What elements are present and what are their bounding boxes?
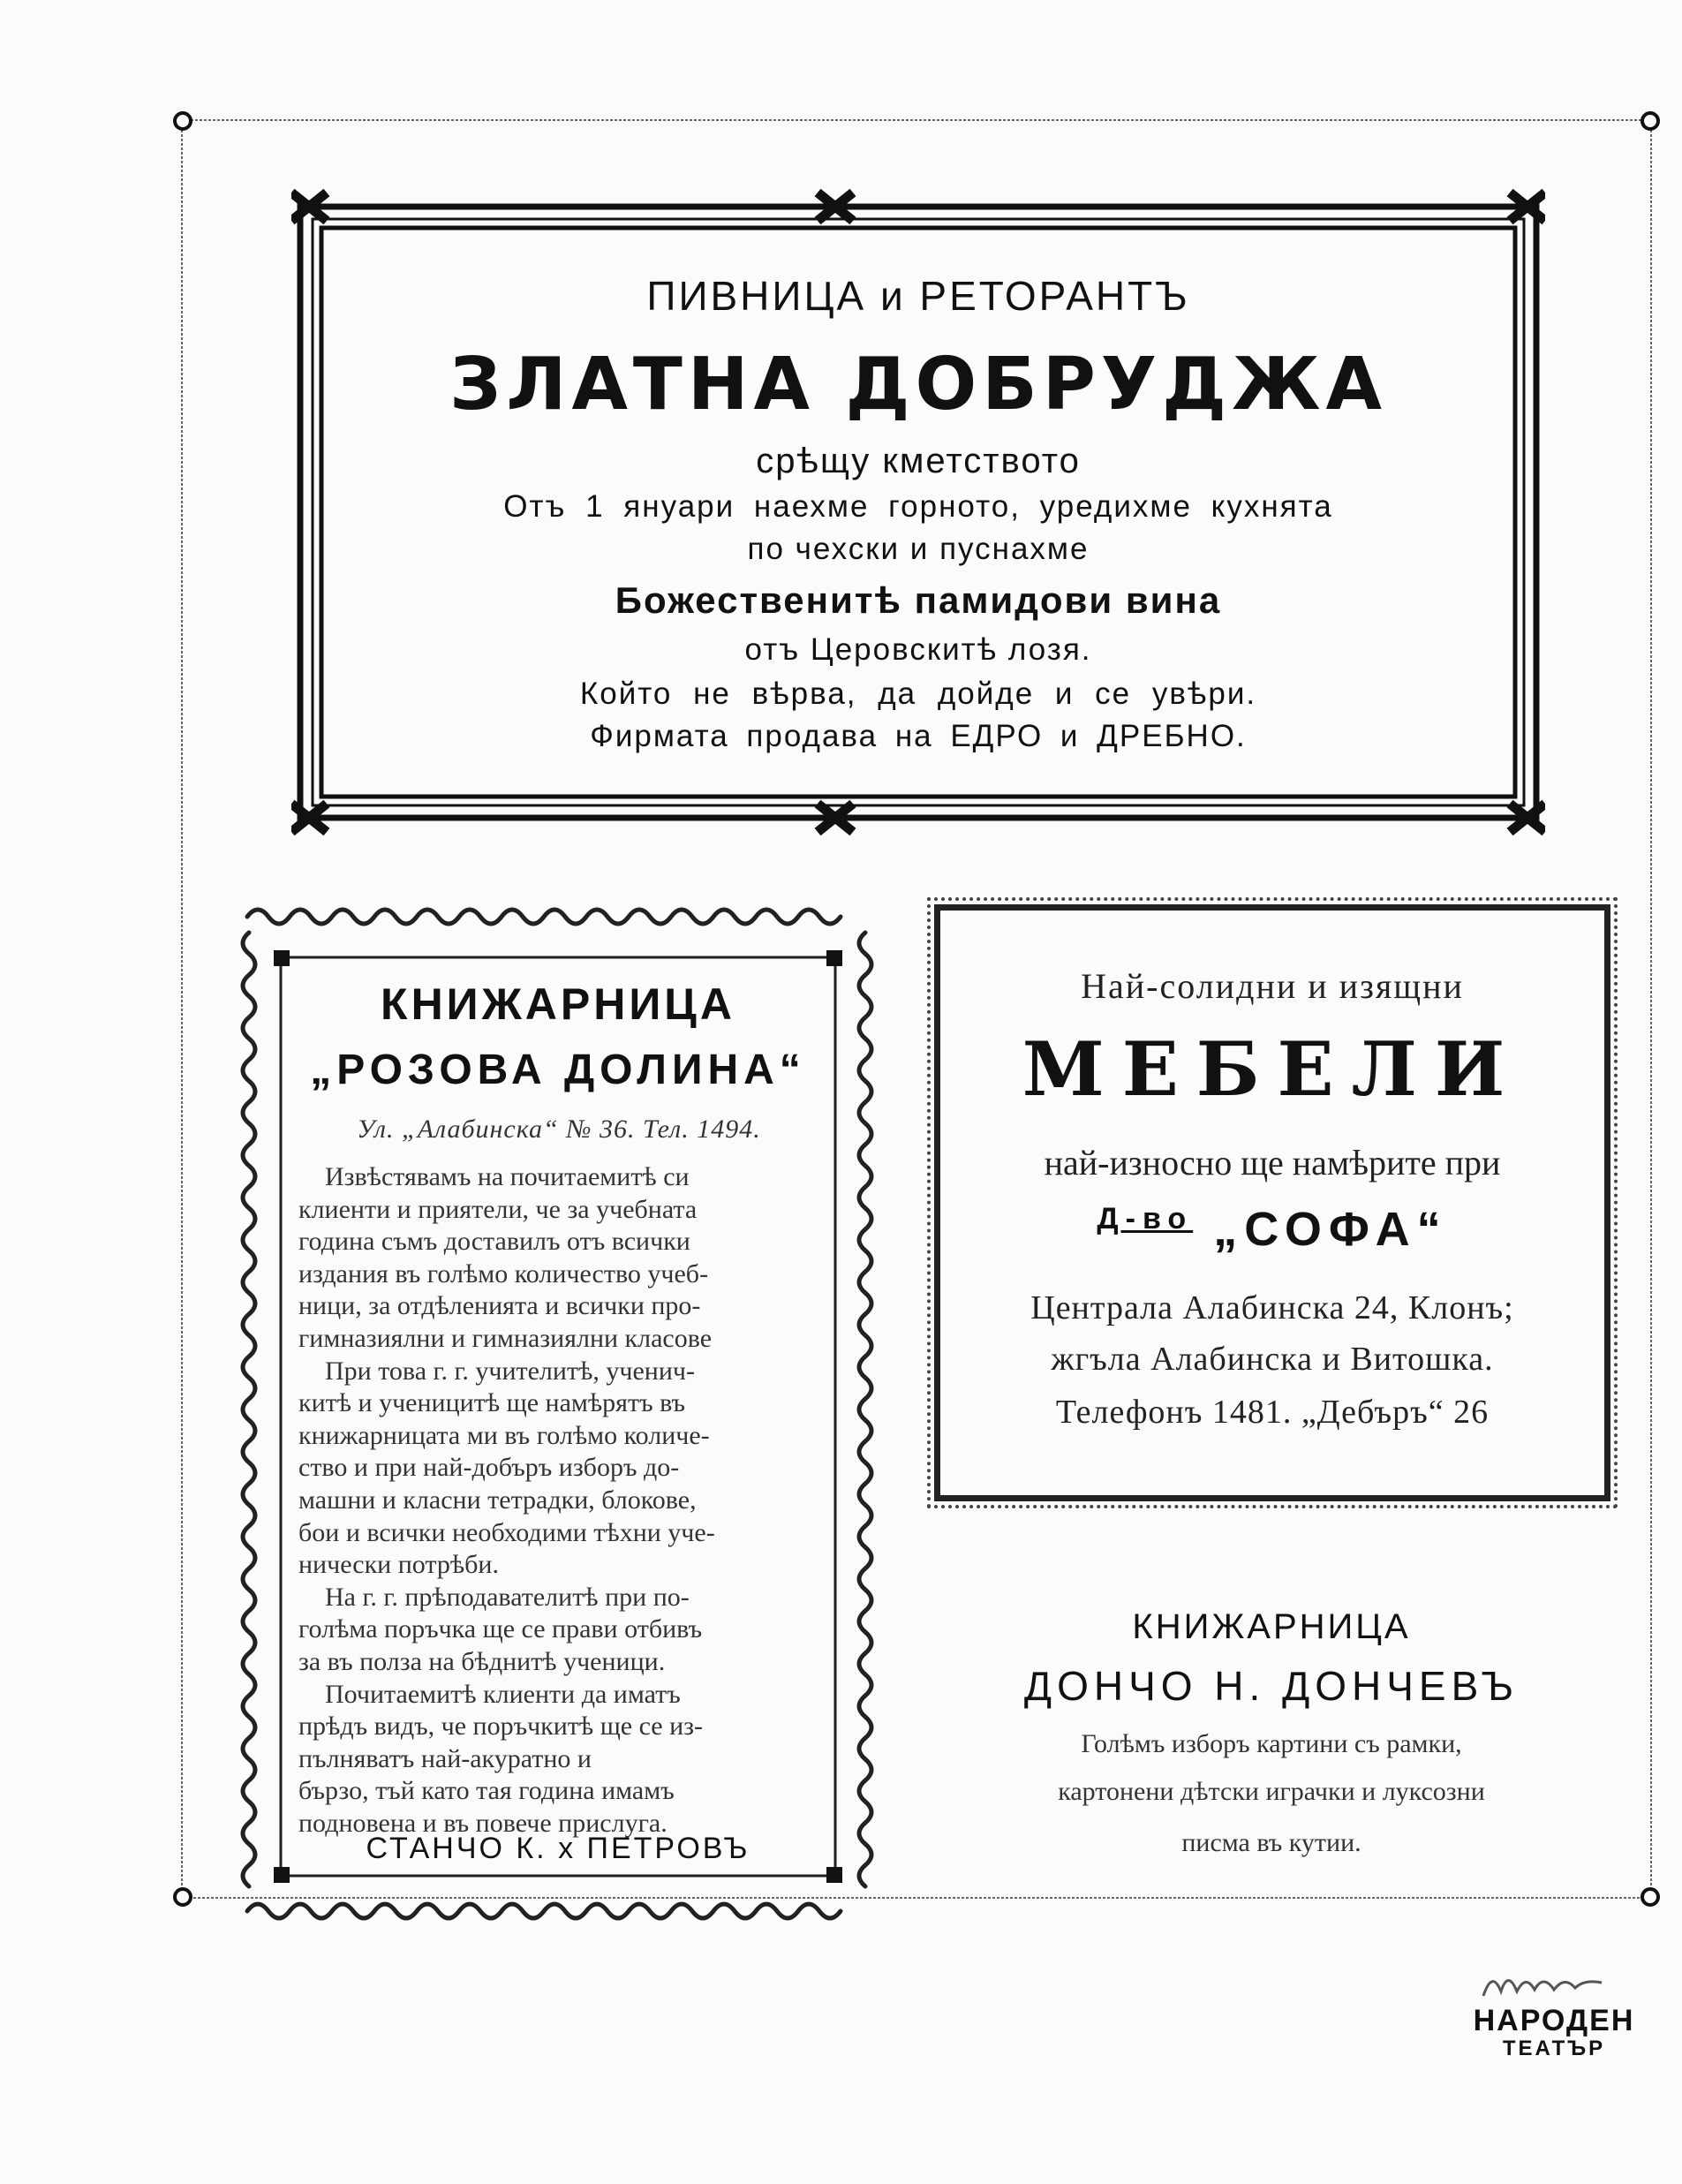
ad1-title: ЗЛАТНА ДОБРУДЖА [449, 343, 1387, 427]
ad3-firm [940, 1202, 1604, 1257]
ad2-body-line: за въ полза на бѣднитѣ ученици. [298, 1647, 666, 1676]
ad3-heading: Най-солидни и изящни [1081, 966, 1464, 1006]
ad2-body-line: нически потрѣби. [298, 1550, 499, 1580]
ad2-body-line: подновена и въ повече прислуга. [298, 1809, 668, 1838]
ad2-body-line: китѣ и ученицитѣ ще намѣрятъ въ [298, 1388, 686, 1418]
ad2-body-line: Почитаемитѣ клиенти да иматъ [325, 1679, 681, 1709]
logo-line1: НАРОДЕН [1473, 2004, 1635, 2037]
ad2-subtitle: „РОЗОВА ДОЛИНА“ [310, 1047, 806, 1093]
ad2-body-line: машни и класни тетрадки, блокове, [298, 1485, 697, 1515]
ad1-line: Фирмата продава на ЕДРО и ДРЕБНО. [590, 719, 1247, 753]
ad3-line: жгъла Алабинска и Витошка. [1051, 1341, 1494, 1378]
national-theatre-logo [1466, 1969, 1642, 2067]
ad3-line: най-износно ще намѣрите при [1044, 1143, 1501, 1183]
ad4-name: ДОНЧО Н. ДОНЧЕВЪ [1023, 1663, 1520, 1709]
ad1-line: срѣщу кметството [756, 442, 1081, 480]
frame-ring-icon [173, 111, 192, 131]
ad2-body-line: издания въ голѣмо количество учеб- [298, 1258, 709, 1288]
signature-scribble-icon [1466, 1969, 1642, 2005]
ad1-line: отъ Церовскитѣ лозя. [744, 632, 1092, 667]
ad2-body-line: пълняватъ най-акуратно и [298, 1743, 592, 1773]
ad2-address: Ул. „Алабинска“ № 36. Тел. 1494. [357, 1115, 761, 1144]
ad2-body-line: голѣма поръчка ще се прави отбивъ [298, 1614, 703, 1644]
corner-square-icon [274, 950, 290, 966]
logo-line2: ТЕАТЪР [1502, 2037, 1606, 2060]
ad2-body-line: бързо, тъй като тая година имамъ [298, 1776, 675, 1806]
corner-square-icon [274, 1867, 290, 1883]
ad2-body-line: гимназиялни и гимназиялни класове [298, 1324, 713, 1353]
ad2-body-line: ници, за отдѣленията и всички про- [298, 1291, 701, 1321]
ad1-line: по чехски и пуснахме [747, 532, 1090, 566]
ad-zlatna-dobrudzha [291, 185, 1545, 839]
frame-ring-icon [1641, 1887, 1660, 1907]
ad2-body-line: Извѣстявамъ на почитаемитѣ си [325, 1162, 690, 1191]
corner-square-icon [826, 1867, 842, 1883]
ad2-body-line: прѣдъ видъ, че поръчкитѣ ще се из- [298, 1712, 704, 1742]
ad2-body-line: При това г. г. учителитѣ, ученич- [325, 1356, 695, 1386]
ad2-body-line: ство и при най-добъръ изборъ до- [298, 1453, 680, 1483]
ad-doncho-donchev [962, 1572, 1580, 1890]
ad-sofa-furniture [934, 904, 1610, 1501]
ad2-body-line: година съмъ доставилъ отъ всички [298, 1227, 690, 1257]
ad4-line: картонени дѣтски играчки и луксозни [1058, 1777, 1485, 1806]
ad3-title: МЕБЕЛИ [1022, 1025, 1523, 1113]
ad3-firm-name: „СОФА“ [1213, 1203, 1448, 1256]
ad3-line: Централа Алабинска 24, Клонъ; [1030, 1289, 1514, 1326]
frame-ring-icon [1641, 111, 1660, 131]
ad4-line: Голѣмъ изборъ картини съ рамки, [1081, 1729, 1462, 1758]
ad1-line: Който не вѣрва, да дойде и се увѣри. [579, 676, 1257, 711]
ad2-body-line: На г. г. прѣподавателитѣ при по- [325, 1582, 690, 1612]
ad1-heading: ПИВНИЦА и РЕТОРАНТЪ [646, 273, 1190, 319]
frame-ring-icon [173, 1887, 192, 1907]
ad2-body-line: клиенти и приятели, че за учебната [298, 1194, 698, 1224]
ad4-line: писма въ кутии. [1181, 1828, 1361, 1857]
ad1-highlight: Божественитѣ памидови вина [615, 579, 1222, 621]
ad1-line: Отъ 1 януари наехме горното, уредихме кухнята [503, 489, 1333, 524]
ad4-title: КНИЖАРНИЦА [1132, 1607, 1411, 1646]
ad2-body-line: бои и всички необходими тѣхни уче- [298, 1517, 715, 1547]
ad2-signature: СТАНЧО К. х ПЕТРОВЪ [366, 1832, 750, 1865]
ad2-title: КНИЖАРНИЦА [381, 979, 735, 1029]
ad2-body-line: книжарницата ми въ голѣмо количе- [298, 1420, 710, 1450]
corner-square-icon [826, 950, 842, 966]
ad-rozova-dolina [231, 897, 885, 1931]
ad3-firm-prefix: Д-во [1097, 1202, 1194, 1236]
ad3-line: Телефонъ 1481. „Дебъръ“ 26 [1055, 1394, 1490, 1431]
